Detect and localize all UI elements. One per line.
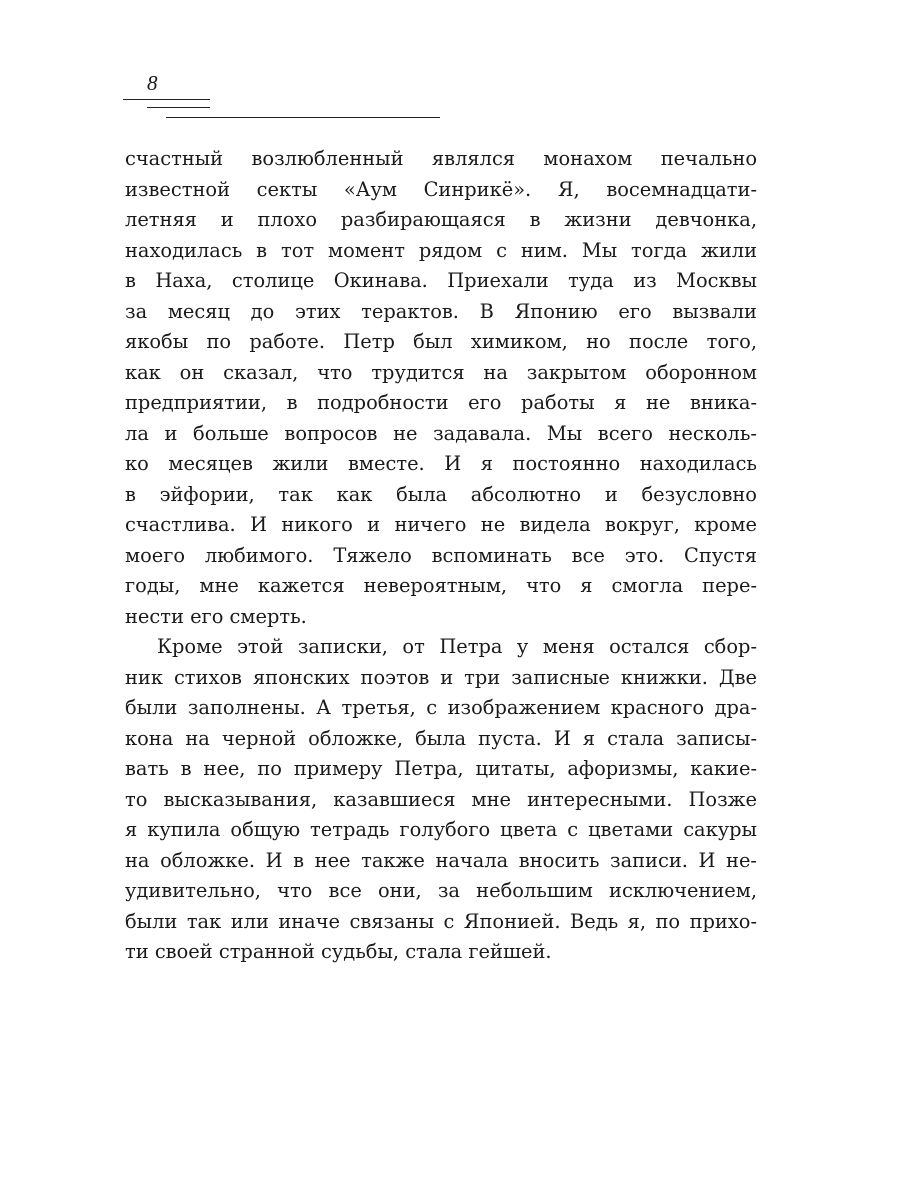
- text-line: Кроме этой записки, от Петра у меня остался сбор-: [157, 635, 757, 658]
- text-line: счастлива. И никого и ничего не видела вокруг, кроме: [125, 513, 757, 536]
- text-line: были так или иначе связаны с Японией. Ведь я, по прихо-: [125, 909, 757, 933]
- text-line: то высказывания, казавшиеся мне интересными. Позже: [125, 787, 757, 811]
- text-line: за месяц до этих терактов. В Японию его вызвали: [125, 299, 757, 323]
- text-line: на обложке. И в нее также начала вносить записи. И не-: [125, 848, 757, 872]
- header-rule-middle: [147, 107, 210, 108]
- text-line: как он сказал, что трудится на закрытом оборонном: [125, 360, 757, 384]
- text-line: ла и больше вопросов не задавала. Мы всего несколь-: [125, 421, 757, 445]
- text-line: я купила общую тетрадь голубого цвета с цветами сакуры: [125, 818, 757, 841]
- text-line: нести его смерть.: [125, 604, 307, 628]
- text-line: кона на черной обложке, была пуста. И я стала записы-: [125, 726, 757, 750]
- header-rule-long: [166, 117, 440, 118]
- paragraph-1: [125, 144, 757, 632]
- text-line: ти своей странной судьбы, стала гейшей.: [125, 940, 552, 963]
- text-line: ник стихов японских поэтов и три записные книжки. Две: [125, 665, 757, 689]
- page-header: [0, 0, 900, 130]
- text-line: находилась в тот момент рядом с ним. Мы тогда жили: [125, 238, 757, 262]
- text-line: известной секты «Аум Синрикё». Я, восемнадцати-: [125, 177, 757, 201]
- text-line: в Наха, столице Окинава. Приехали туда из Москвы: [125, 269, 757, 292]
- header-rule-top: [123, 99, 210, 100]
- text-line: в эйфории, так как была абсолютно и безусловно: [125, 482, 757, 506]
- text-body: [125, 144, 757, 968]
- text-line: ко месяцев жили вместе. И я постоянно находилась: [125, 452, 757, 475]
- text-line: удивительно, что все они, за небольшим исключением,: [125, 879, 757, 902]
- text-line: годы, мне кажется невероятным, что я смогла пере-: [125, 574, 757, 597]
- text-line: летняя и плохо разбирающаяся в жизни девчонка,: [125, 208, 757, 231]
- text-line: предприятии, в подробности его работы я не вника-: [125, 391, 757, 414]
- text-line: моего любимого. Тяжело вспоминать все это. Спустя: [125, 543, 757, 567]
- text-line: якобы по работе. Петр был химиком, но после того,: [125, 330, 757, 353]
- text-line: счастный возлюбленный являлся монахом печально: [125, 147, 757, 170]
- text-line: вать в нее, по примеру Петра, цитаты, афоризмы, какие-: [125, 757, 757, 780]
- text-line: были заполнены. А третья, с изображением красного дра-: [125, 696, 757, 719]
- page-number: 8: [147, 71, 158, 95]
- paragraph-2: [125, 632, 757, 968]
